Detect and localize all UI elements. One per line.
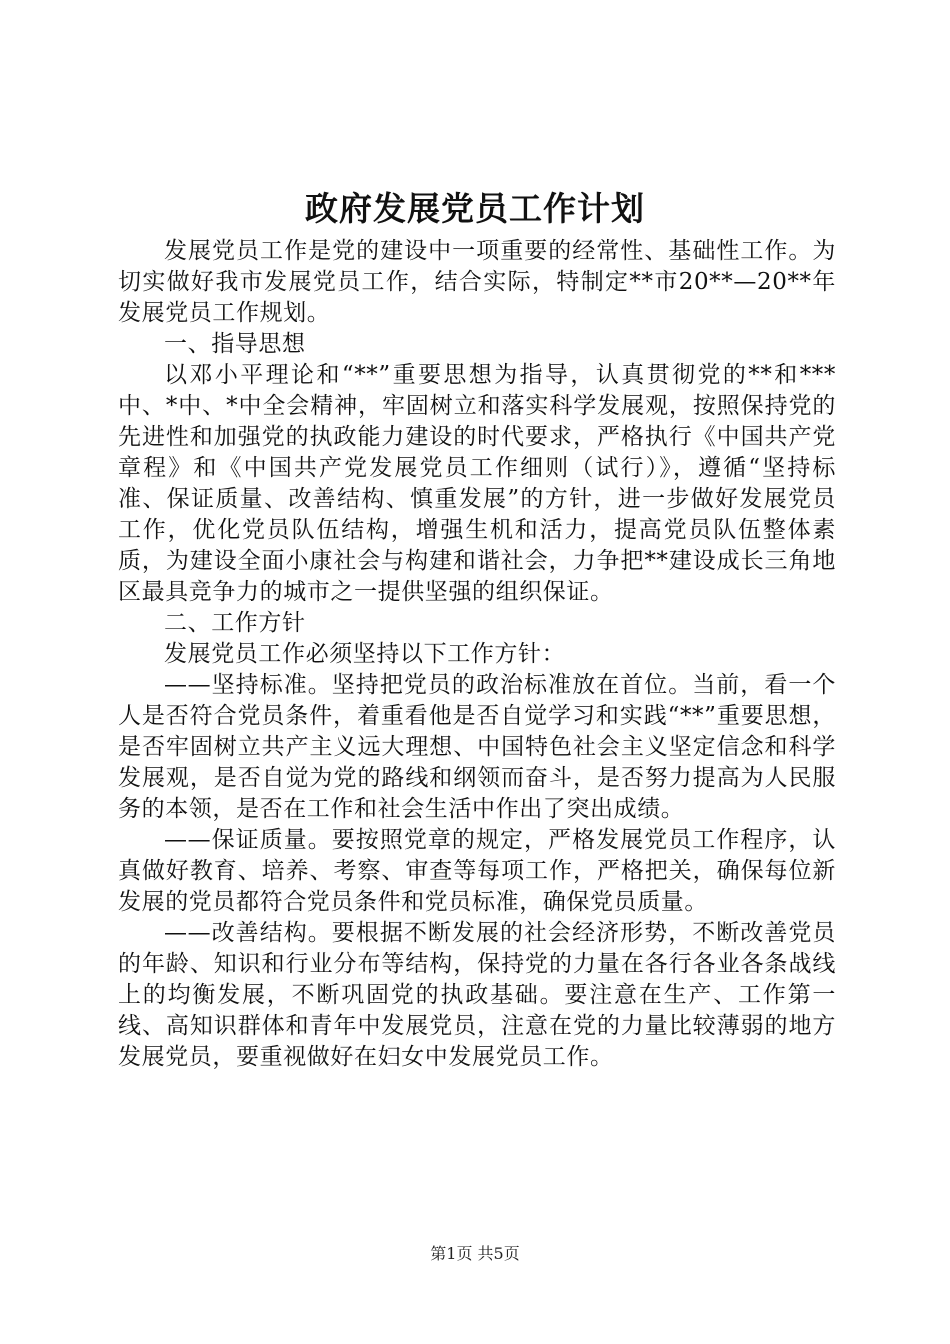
document-body — [118, 236, 836, 1073]
document-title: 政府发展党员工作计划 — [305, 189, 645, 228]
paragraph-intro: 发展党员工作是党的建设中一项重要的经常性、基础性工作。为切实做好我市发展党员工作，结合实际，特制定**市20**—20**年发展党员工作规划。 — [118, 238, 836, 326]
paragraph-guiding-ideology: 以邓小平理论和“**”重要思想为指导，认真贯彻党的**和***中、*中、*中全会精神，牢固树立和落实科学发展观，按照保持党的先进性和加强党的执政能力建设的时代要求，严格执行《中国共产党章程》和《中国共产党发展党员工作细则（试行）》，遵循“坚持标准、保证质量、改善结构、慎重发展”的方针，进一步做好发展党员工作，优化党员队伍结构，增强生机和活力，提高党员队伍整体素质，为建设全面小康社会与构建和谐社会，力争把**建设成长三角地区最具竞争力的城市之一提供坚强的组织保证。 — [118, 362, 836, 605]
paragraph-adhere-standards: ——坚持标准。坚持把党员的政治标准放在首位。当前，看一个人是否符合党员条件，着重看他是否自觉学习和实践“**”重要思想，是否牢固树立共产主义远大理想、中国特色社会主义坚定信念和科学发展观，是否自觉为党的路线和纲领而奋斗，是否努力提高为人民服务的本领，是否在工作和社会生活中作出了突出成绩。 — [118, 672, 836, 822]
paragraph-ensure-quality: ——保证质量。要按照党章的规定，严格发展党员工作程序，认真做好教育、培养、考察、审查等每项工作，严格把关，确保每位新发展的党员都符合党员条件和党员标准，确保党员质量。 — [118, 827, 836, 915]
page-footer: 第1页 共5页 — [430, 1244, 520, 1263]
paragraph-improve-structure: ——改善结构。要根据不断发展的社会经济形势，不断改善党员的年龄、知识和行业分布等结构，保持党的力量在各行各业各条战线上的均衡发展，不断巩固党的执政基础。要注意在生产、工作第一线、高知识群体和青年中发展党员，注意在党的力量比较薄弱的地方发展党员，要重视做好在妇女中发展党员工作。 — [118, 920, 836, 1070]
section-heading-work-policy: 二、工作方针 — [164, 610, 306, 636]
paragraph-work-policy-intro: 发展党员工作必须坚持以下工作方针： — [164, 641, 566, 667]
section-heading-guiding-ideology: 一、指导思想 — [164, 331, 306, 357]
